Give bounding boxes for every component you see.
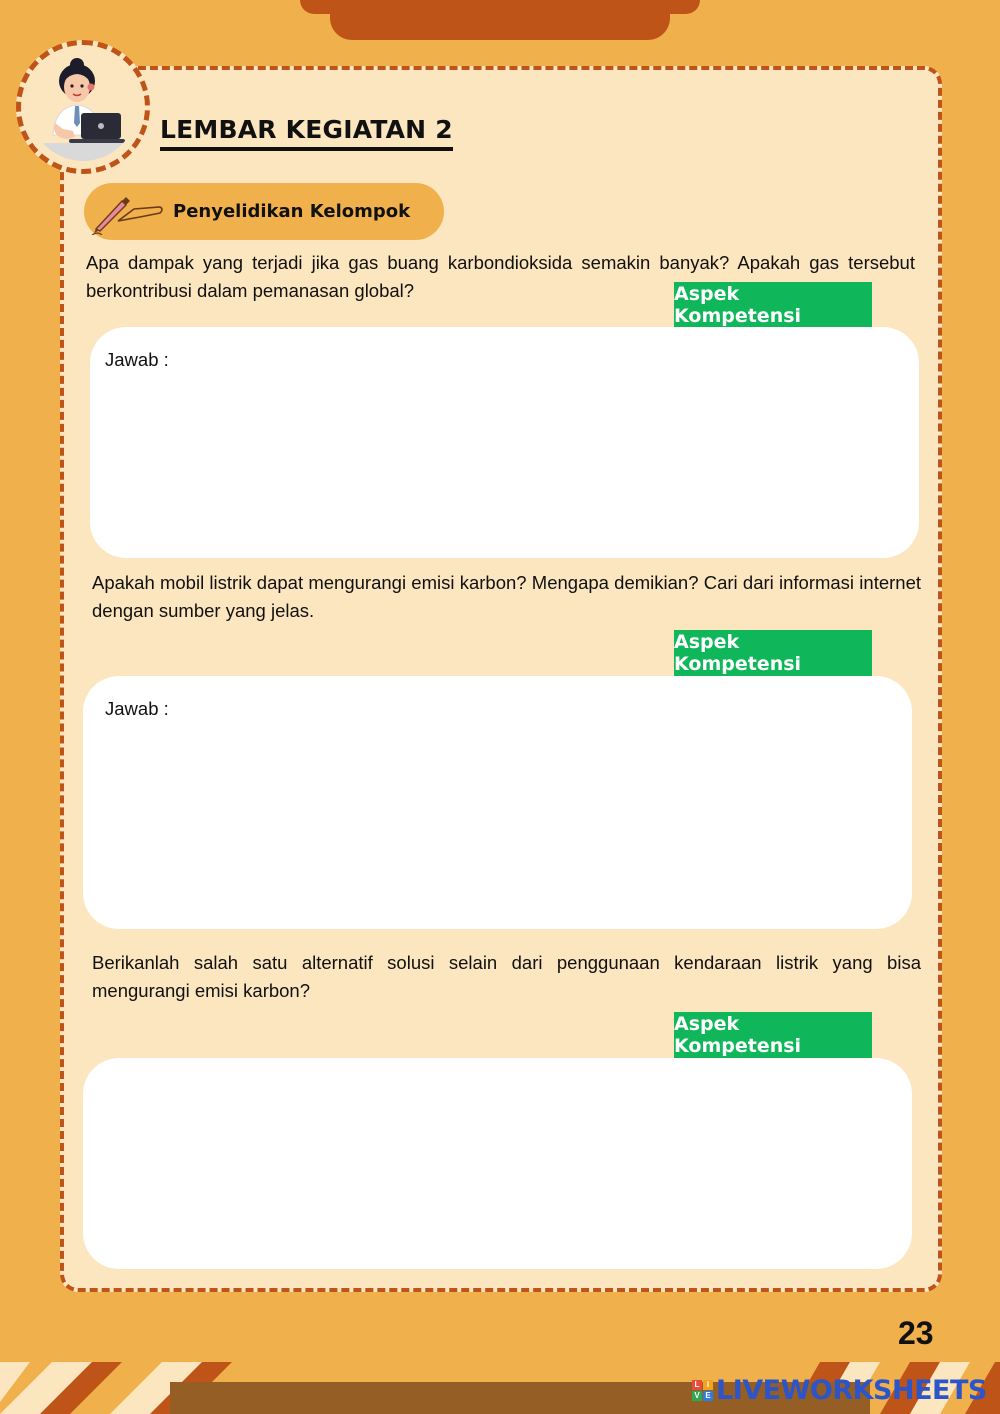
brand-name: LIVEWORKSHEETS bbox=[716, 1374, 987, 1406]
page-number: 23 bbox=[898, 1315, 934, 1351]
competency-badge-2: Aspek Kompetensi bbox=[674, 630, 872, 676]
answer-box-3[interactable] bbox=[83, 1058, 912, 1269]
liveworksheets-logo[interactable] bbox=[692, 1373, 987, 1407]
answer-label-1: Jawab : bbox=[105, 349, 169, 370]
brand-cubes-icon: L I V E bbox=[692, 1380, 713, 1401]
avatar bbox=[16, 40, 150, 174]
answer-box-1[interactable] bbox=[90, 327, 919, 558]
answer-box-2[interactable] bbox=[83, 676, 912, 929]
competency-badge-1: Aspek Kompetensi bbox=[674, 282, 872, 328]
competency-badge-3: Aspek Kompetensi bbox=[674, 1012, 872, 1058]
section-label: Penyelidikan Kelompok bbox=[173, 201, 411, 222]
question-1-text: Apa dampak yang terjadi jika gas buang karbondioksida semakin banyak? Apakah gas tersebut berkontribusi dalam pemanasan global? bbox=[86, 252, 915, 301]
section-header bbox=[84, 183, 444, 240]
answer-label-2: Jawab : bbox=[105, 698, 169, 719]
top-decorative-tab bbox=[330, 0, 670, 40]
question-2-text: Apakah mobil listrik dapat mengurangi emisi karbon? Mengapa demikian? Cari dari informasi internet dengan sumber yang jelas. bbox=[92, 572, 921, 621]
teacher-at-laptop-icon bbox=[29, 53, 137, 161]
question-3-text: Berikanlah salah satu alternatif solusi selain dari penggunaan kendaraan listrik yang bisa mengurangi emisi karbon? bbox=[92, 952, 921, 1001]
hand-writing-pen-icon bbox=[88, 191, 168, 235]
page-title: LEMBAR KEGIATAN 2 bbox=[160, 115, 453, 151]
